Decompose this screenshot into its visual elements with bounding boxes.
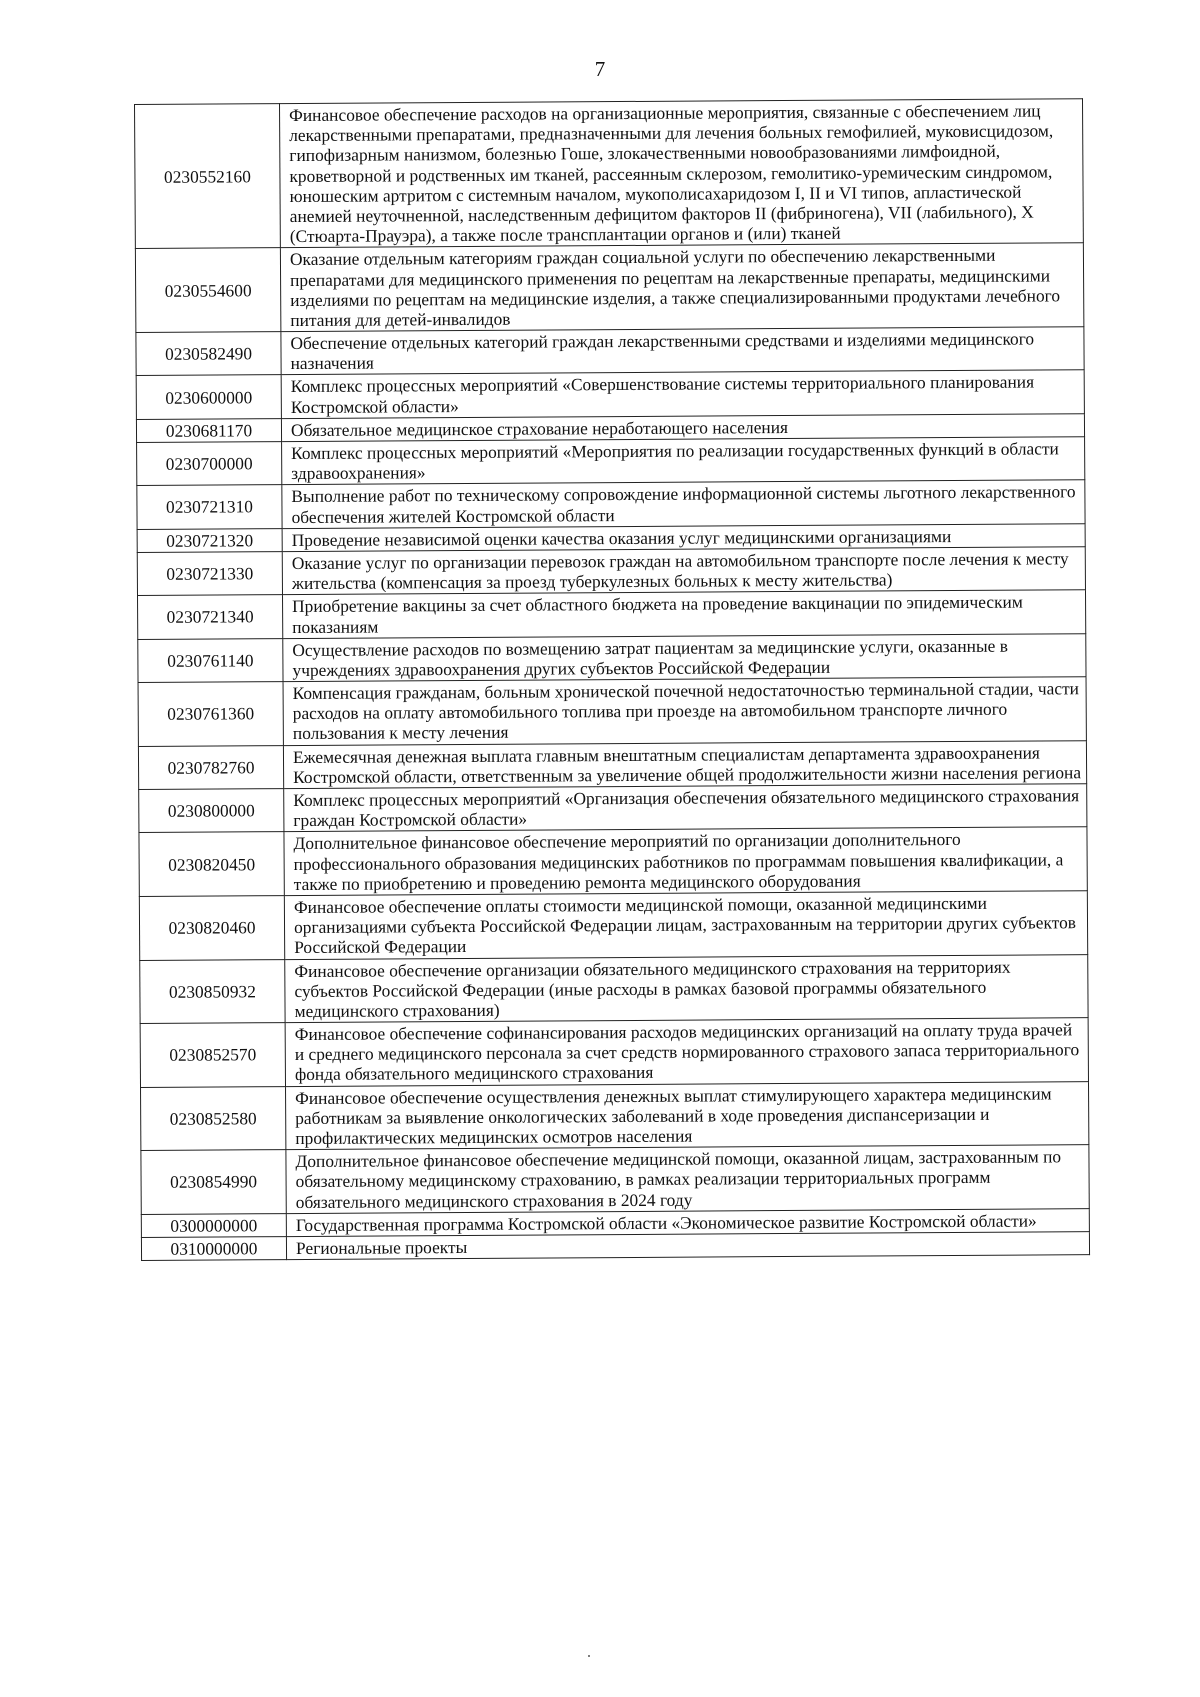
row-description: Выполнение работ по техническому сопровождение информационной системы льготного лекарственного обеспечения жителей Костромской области bbox=[282, 480, 1085, 528]
row-code: 0230761140 bbox=[138, 638, 283, 682]
row-description: Дополнительное финансовое обеспечение медицинской помощи, оказанной лицам, застрахованным по обязательному медицинскому страхованию, в рамках реализации территориальных программ обязательного медицинского страхования в 2024 году bbox=[286, 1145, 1089, 1213]
row-code: 0310000000 bbox=[141, 1237, 286, 1261]
row-description: Дополнительное финансовое обеспечение мероприятий по организации дополнительного профессионального образования медицинских работников по программам повышения квалификации, а также по приобретению и проведению ремонта медицинского оборудования bbox=[284, 827, 1087, 895]
table-row bbox=[140, 1018, 1088, 1087]
row-code: 0230782760 bbox=[138, 745, 283, 789]
row-description: Ежемесячная денежная выплата главным внештатным специалистам департамента здравоохранения Костромской области, ответственным за увеличение общей продолжительности жизни населения региона bbox=[283, 740, 1086, 788]
row-description: Комплекс процессных мероприятий «Организация обеспечения обязательного медицинского страхования граждан Костромской области» bbox=[284, 784, 1087, 832]
table-row bbox=[137, 437, 1085, 486]
row-description: Комплекс процессных мероприятий «Совершенствование системы территориального планирования Костромской области» bbox=[281, 370, 1084, 418]
row-code: 0230761360 bbox=[138, 682, 283, 746]
row-description: Оказание услуг по организации перевозок граждан на автомобильном транспорте после лечения к месту жительства (компенсация за проезд туберкулезных больных к месту жительства) bbox=[282, 547, 1085, 595]
row-description: Региональные проекты bbox=[286, 1232, 1089, 1260]
row-code: 0230681170 bbox=[136, 418, 281, 442]
row-code: 0230854990 bbox=[141, 1150, 286, 1214]
row-description: Финансовое обеспечение расходов на организационные мероприятия, связанные с обеспечением лиц лекарственными препаратами, предназначенными для лечения больных гемофилией, муковисцидозом, гипофизарным нанизмом, болезнью Гоше, злокачественными новообразованиями лимфоидной, кроветворной и родственных им тканей, рассеянным склерозом, гемолитико-уремическим синдромом, юношеским артритом с системным началом, мукополисахаридозом I, II и VI типов, апластической анемией неуточненной, наследственным дефицитом факторов II (фибриногена), VII (лабильного), X (Стюарта-Прауэра), а также после трансплантации органов и (или) тканей bbox=[280, 99, 1084, 248]
row-description: Проведение независимой оценки качества оказания услуг медицинскими организациями bbox=[282, 523, 1085, 551]
table-body bbox=[135, 99, 1090, 1261]
row-description: Компенсация гражданам, больным хронической почечной недостаточностью терминальной стадии, части расходов на оплату автомобильного топлива при проезде на автомобильном транспорте личного пользования к месту лечения bbox=[283, 677, 1086, 745]
row-description: Финансовое обеспечение оплаты стоимости медицинской помощи, оказанной медицинскими организациями субъекта Российской Федерации лицам, застрахованным на территории других субъектов Российской Федерации bbox=[284, 891, 1087, 959]
row-code: 0230820460 bbox=[139, 896, 284, 960]
row-code: 0230600000 bbox=[136, 375, 281, 419]
row-description: Обеспечение отдельных категорий граждан лекарственными средствами и изделиями медицинского назначения bbox=[281, 327, 1084, 375]
row-code: 0230721320 bbox=[137, 528, 282, 552]
row-description: Приобретение вакцины за счет областного бюджета на проведение вакцинации по эпидемическим показаниям bbox=[283, 590, 1086, 638]
table-row bbox=[138, 633, 1086, 682]
table-row bbox=[136, 327, 1084, 376]
table-row bbox=[137, 480, 1085, 529]
table-row bbox=[139, 827, 1087, 896]
table-row bbox=[140, 954, 1088, 1023]
row-description: Комплекс процессных мероприятий «Мероприятия по реализации государственных функций в области здравоохранения» bbox=[282, 437, 1085, 485]
row-code: 0230820450 bbox=[139, 832, 284, 896]
row-description: Финансовое обеспечение осуществления денежных выплат стимулирующего характера медицинским работникам за выявление онкологических заболеваний в ходе проведения диспансеризации и профилактических медицинских осмотров населения bbox=[286, 1081, 1089, 1149]
row-description: Финансовое обеспечение софинансирования расходов медицинских организаций на оплату труда врачей и среднего медицинского персонала за счет средств нормированного страхового запаса территориального фонда обязательного медицинского страхования bbox=[285, 1018, 1088, 1086]
row-description: Финансовое обеспечение организации обязательного медицинского страхования на территориях субъектов Российской Федерации (иные расходы в рамках базовой программы обязательного медицинского страхования) bbox=[285, 954, 1088, 1022]
budget-code-table bbox=[134, 98, 1090, 1261]
table-row bbox=[141, 1232, 1089, 1261]
row-code: 0230852580 bbox=[141, 1086, 286, 1150]
row-code: 0230721330 bbox=[137, 552, 282, 596]
row-code: 0230852570 bbox=[140, 1023, 285, 1087]
table-row bbox=[138, 590, 1086, 639]
table-row bbox=[136, 370, 1084, 419]
row-code: 0230582490 bbox=[136, 332, 281, 376]
row-code: 0230800000 bbox=[139, 789, 284, 833]
table-row bbox=[139, 891, 1087, 960]
row-description: Оказание отдельным категориям граждан социальной услуги по обеспечению лекарственными препаратами для медицинского применения по рецептам на лекарственные препараты, медицинскими изделиями по рецептам на медицинские изделия, а также специализированными продуктами лечебного питания для детей-инвалидов bbox=[280, 243, 1083, 332]
row-code: 0230721310 bbox=[137, 485, 282, 529]
row-description: Обязательное медицинское страхование неработающего населения bbox=[281, 414, 1084, 442]
row-code: 0230700000 bbox=[137, 442, 282, 486]
row-code: 0230850932 bbox=[140, 959, 285, 1023]
table-row bbox=[138, 677, 1086, 746]
row-code: 0300000000 bbox=[141, 1213, 286, 1237]
table-row bbox=[138, 740, 1086, 789]
table-row bbox=[139, 784, 1087, 833]
scan-speck bbox=[588, 1655, 590, 1657]
table-row bbox=[137, 547, 1085, 596]
page-number: 7 bbox=[594, 57, 606, 81]
table-row bbox=[141, 1081, 1089, 1150]
row-code: 0230721340 bbox=[138, 595, 283, 639]
table-row bbox=[135, 243, 1083, 333]
row-code: 0230554600 bbox=[135, 248, 281, 333]
row-description: Государственная программа Костромской области «Экономическое развитие Костромской области» bbox=[286, 1208, 1089, 1236]
table-row bbox=[141, 1145, 1089, 1214]
row-description: Осуществление расходов по возмещению затрат пациентам за медицинские услуги, оказанные в учреждениях здравоохранения других субъектов Российской Федерации bbox=[283, 633, 1086, 681]
row-code: 0230552160 bbox=[135, 104, 281, 249]
table-row bbox=[135, 99, 1084, 249]
